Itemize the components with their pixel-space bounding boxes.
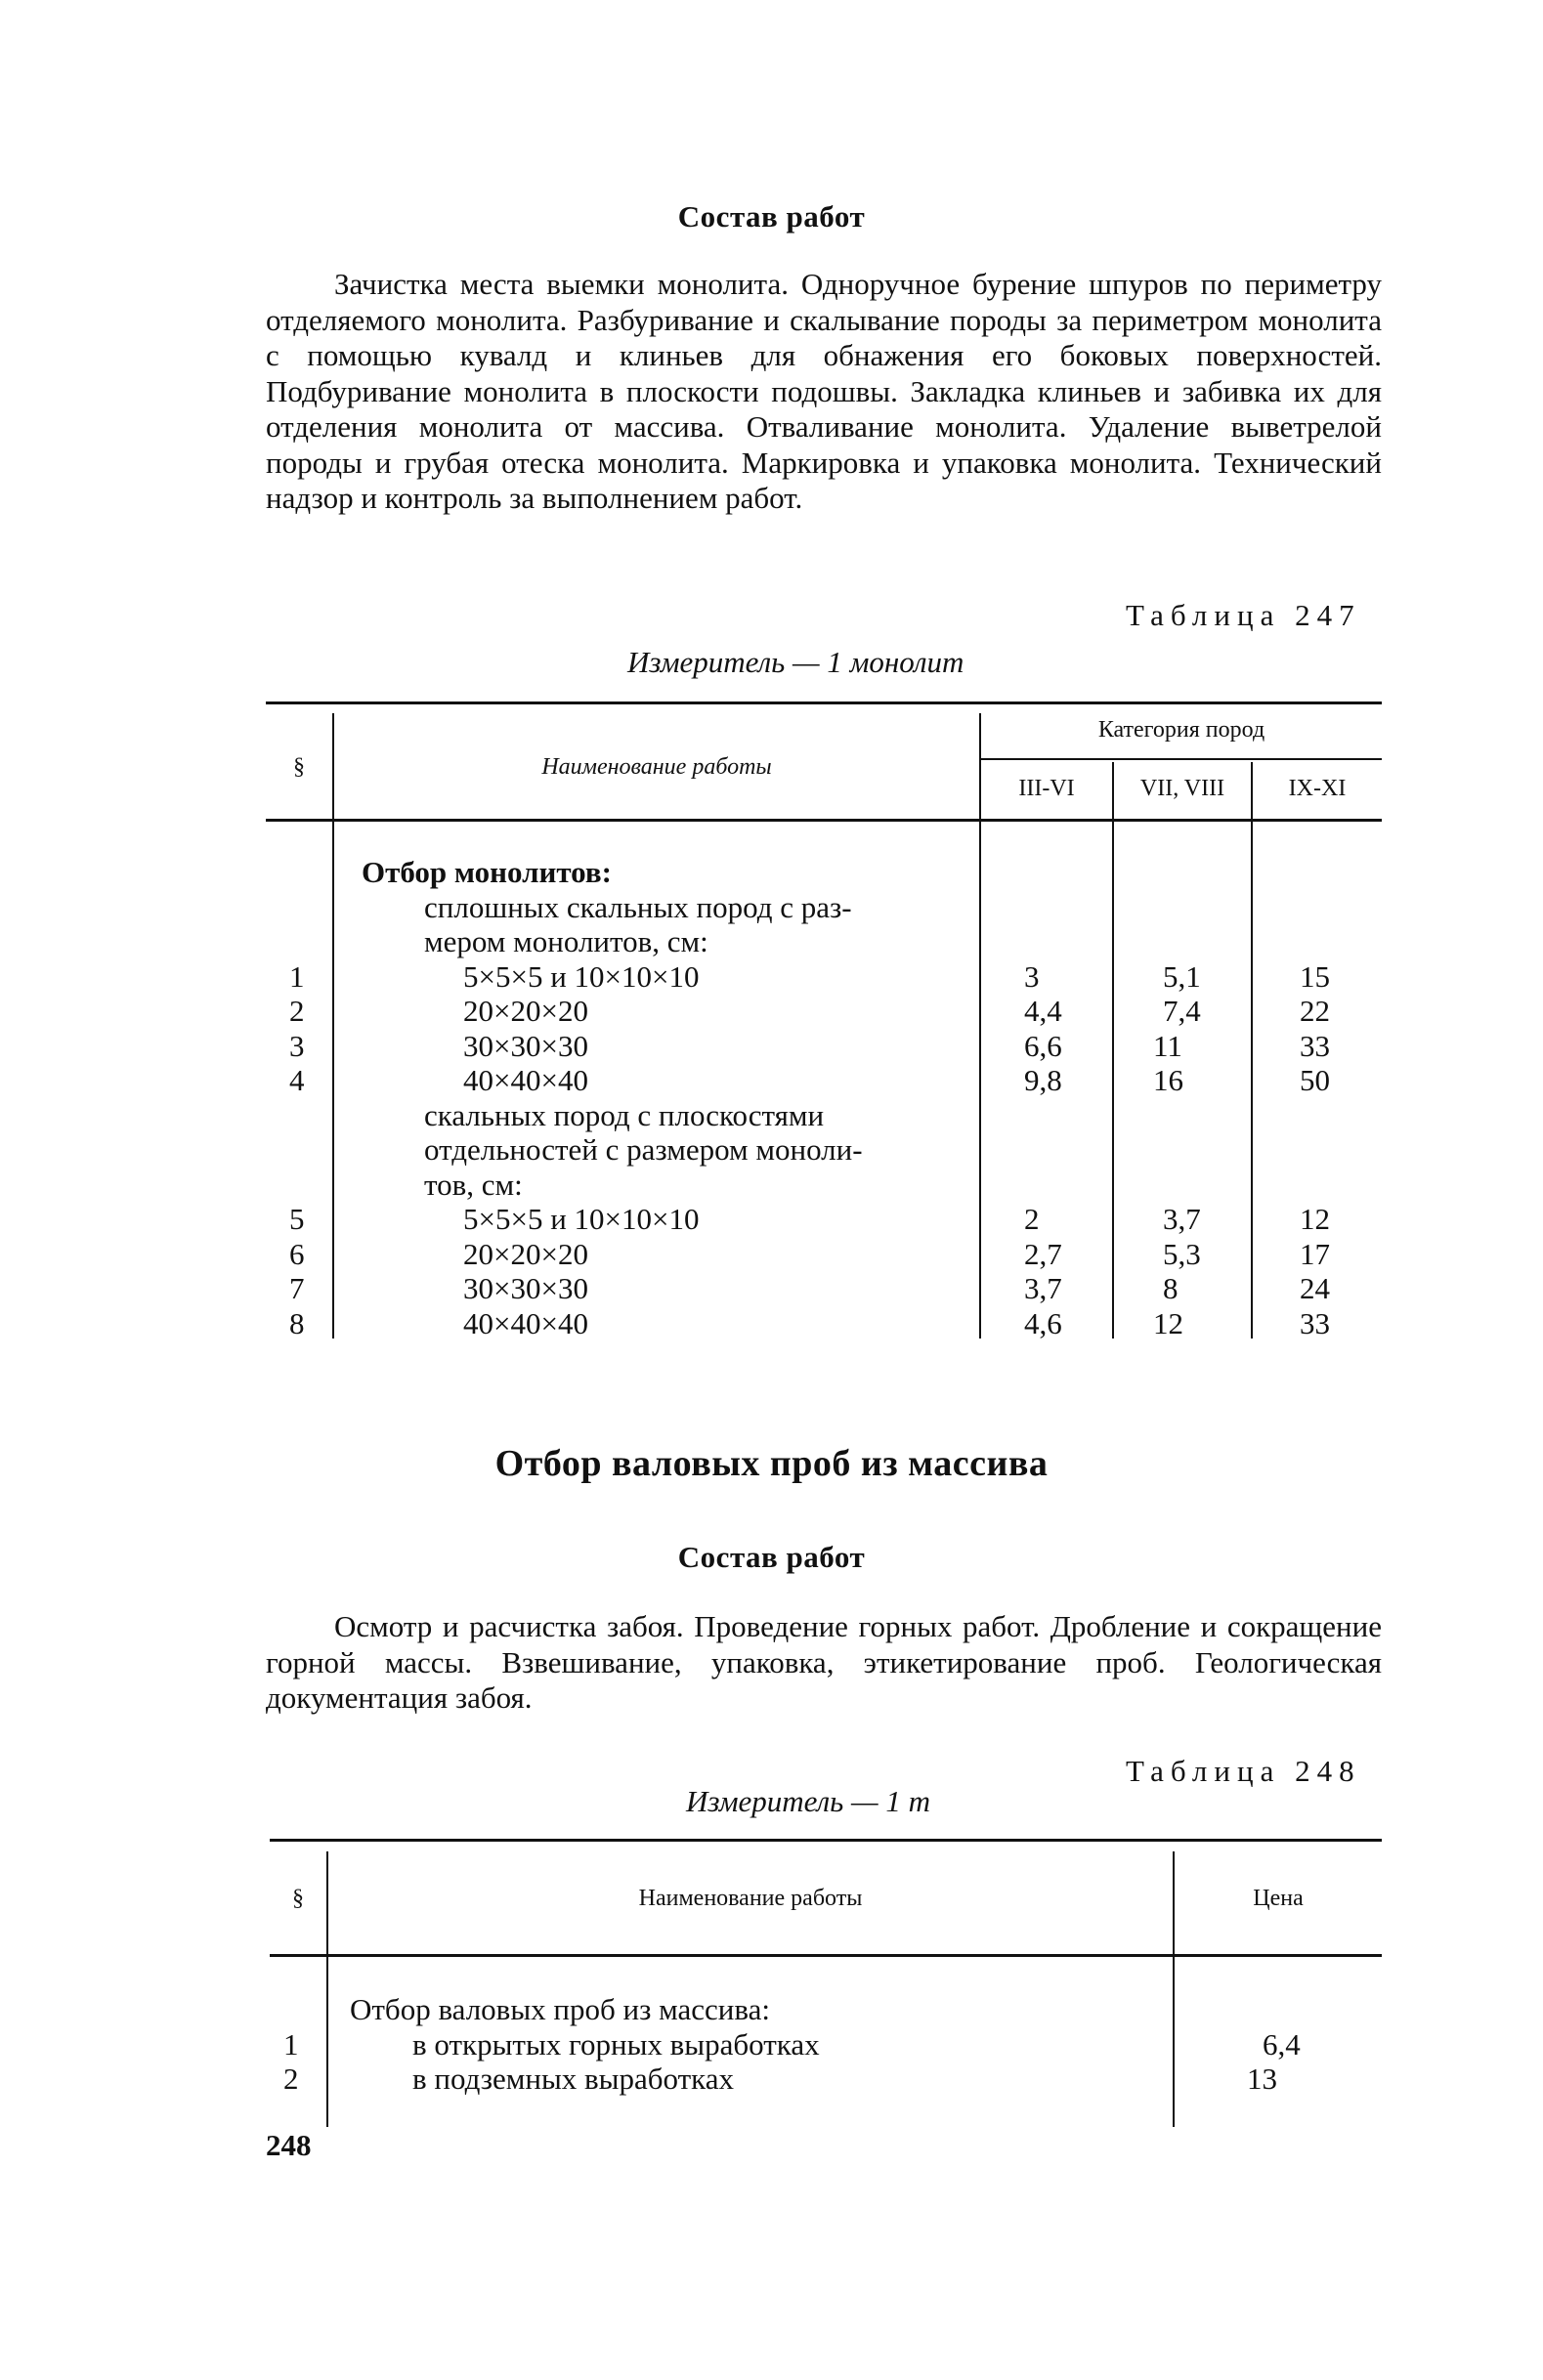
table247-group-title: Отбор монолитов:: [362, 855, 612, 889]
table247-row-1-num: 1: [289, 959, 305, 994]
table247-group1-line-2: мером монолитов, см:: [424, 924, 708, 958]
table248-row-1-price: 6,4: [1263, 2027, 1301, 2061]
table248-header-name: Наименование работы: [638, 1886, 863, 1911]
table247-group2-line-2: отдельностей с размером моноли-: [424, 1132, 863, 1167]
table247-row-2-v3: 22: [1300, 994, 1330, 1028]
table247-row-4-num: 4: [289, 1063, 305, 1097]
table247-row-7-size: 30×30×30: [463, 1271, 588, 1305]
section1-heading: Состав работ: [677, 199, 866, 234]
table247-vline-1: [332, 713, 334, 1339]
table247-row-3-v3: 33: [1300, 1029, 1330, 1063]
table248-row-1-num: 1: [283, 2027, 299, 2061]
table248-row-2-price: 13: [1247, 2061, 1277, 2096]
section2-paragraph: Осмотр и расчистка забоя. Проведение горных работ. Дробление и сокращение горной массы. Взвешивание, упаковка, этикетирование проб. Геологическая документация забоя.: [266, 1609, 1382, 1715]
table248-header-para: §: [292, 1886, 304, 1911]
table247-row-1-v3: 15: [1300, 959, 1330, 994]
table247-row-4-size: 40×40×40: [463, 1063, 588, 1097]
table248-row-1-name: в открытых горных выработках: [412, 2027, 820, 2061]
table248-row-2-name: в подземных выработках: [412, 2061, 735, 2096]
table247-row-5-v2: 3,7: [1163, 1202, 1201, 1236]
table248-measure: Измеритель — 1 т: [686, 1784, 930, 1818]
table247-row-7-v3: 24: [1300, 1271, 1330, 1305]
table247-row-4-v2: 16: [1153, 1063, 1183, 1097]
table247-row-3-v1: 6,6: [1024, 1029, 1062, 1063]
table247-row-2-num: 2: [289, 994, 305, 1028]
table247-row-6-v2: 5,3: [1163, 1237, 1201, 1271]
table247-header-name: Наименование работы: [541, 754, 772, 780]
table247-row-6-v1: 2,7: [1024, 1237, 1062, 1271]
table247-row-1-v1: 3: [1024, 959, 1040, 994]
table247-row-6-num: 6: [289, 1237, 305, 1271]
section2-title: Отбор валовых проб из массива: [494, 1443, 1049, 1484]
table247-row-6-v3: 17: [1300, 1237, 1330, 1271]
table248-row-2-num: 2: [283, 2061, 299, 2096]
table247-row-7-num: 7: [289, 1271, 305, 1305]
table247-row-8-v1: 4,6: [1024, 1306, 1062, 1340]
section1-paragraph: Зачистка места выемки монолита. Одноручное бурение шпуров по периметру отделяемого монолита. Разбуривание и скалывание породы за периметром монолита с помощью кувалд и клиньев для обнажения его боковых поверхностей. Подбуривание монолита в плоскости подошвы. Закладка клиньев и забивка их для отделения монолита от массива. Отваливание монолита. Удаление выветрелой породы и грубая отеска монолита. Маркировка и упаковка монолита. Технический надзор и контроль за выполнением работ.: [266, 267, 1382, 515]
table247-header-cat2: VII, VIII: [1139, 776, 1225, 801]
table247-row-4-v3: 50: [1300, 1063, 1330, 1097]
table247-vline-3: [1112, 762, 1114, 1339]
table247-row-8-num: 8: [289, 1306, 305, 1340]
table247-row-7-v2: 8: [1163, 1271, 1179, 1305]
table247-row-8-size: 40×40×40: [463, 1306, 588, 1340]
table248-header-price: Цена: [1253, 1886, 1304, 1911]
section2-heading: Состав работ: [677, 1540, 866, 1574]
table247-row-5-size: 5×5×5 и 10×10×10: [463, 1202, 700, 1236]
table247-row-1-size: 5×5×5 и 10×10×10: [463, 959, 700, 994]
table247-row-8-v3: 33: [1300, 1306, 1330, 1340]
table247-row-5-num: 5: [289, 1202, 305, 1236]
table248-top-rule: [270, 1839, 1382, 1842]
table247-row-4-v1: 9,8: [1024, 1063, 1062, 1097]
table247-top-rule: [266, 701, 1382, 704]
table247-row-3-num: 3: [289, 1029, 305, 1063]
table248-label: Таблица 248: [1126, 1754, 1361, 1788]
table247-header-category: Категория пород: [1097, 717, 1265, 743]
table248-group-title: Отбор валовых проб из массива:: [350, 1992, 770, 2026]
table247-group2-line-1: скальных пород с плоскостями: [424, 1098, 825, 1132]
table247-header-para: §: [293, 754, 305, 780]
table247-row-3-v2: 11: [1153, 1029, 1182, 1063]
table247-row-8-v2: 12: [1153, 1306, 1183, 1340]
table247-vline-2: [979, 713, 981, 1339]
table247-row-2-v1: 4,4: [1024, 994, 1062, 1028]
table247-row-1-v2: 5,1: [1163, 959, 1201, 994]
table247-measure: Измеритель — 1 монолит: [627, 645, 964, 679]
page-number: 248: [266, 2128, 312, 2162]
table247-group2-line-3: тов, см:: [424, 1168, 523, 1202]
table247-row-3-size: 30×30×30: [463, 1029, 588, 1063]
table247-category-rule: [979, 758, 1382, 760]
table247-vline-4: [1251, 762, 1253, 1339]
table247-header-rule: [266, 819, 1382, 822]
table247-header-cat3: IX-XI: [1288, 776, 1347, 801]
table247-header-cat1: III-VI: [1018, 776, 1075, 801]
table247-group1-line-1: сплошных скальных пород с раз-: [424, 890, 852, 924]
table247-row-6-size: 20×20×20: [463, 1237, 588, 1271]
table247-row-2-size: 20×20×20: [463, 994, 588, 1028]
table247-label: Таблица 247: [1126, 598, 1361, 632]
table247-row-5-v3: 12: [1300, 1202, 1330, 1236]
table247-row-2-v2: 7,4: [1163, 994, 1201, 1028]
table247-row-5-v1: 2: [1024, 1202, 1040, 1236]
table248-header-rule: [270, 1954, 1382, 1957]
table247-row-7-v1: 3,7: [1024, 1271, 1062, 1305]
